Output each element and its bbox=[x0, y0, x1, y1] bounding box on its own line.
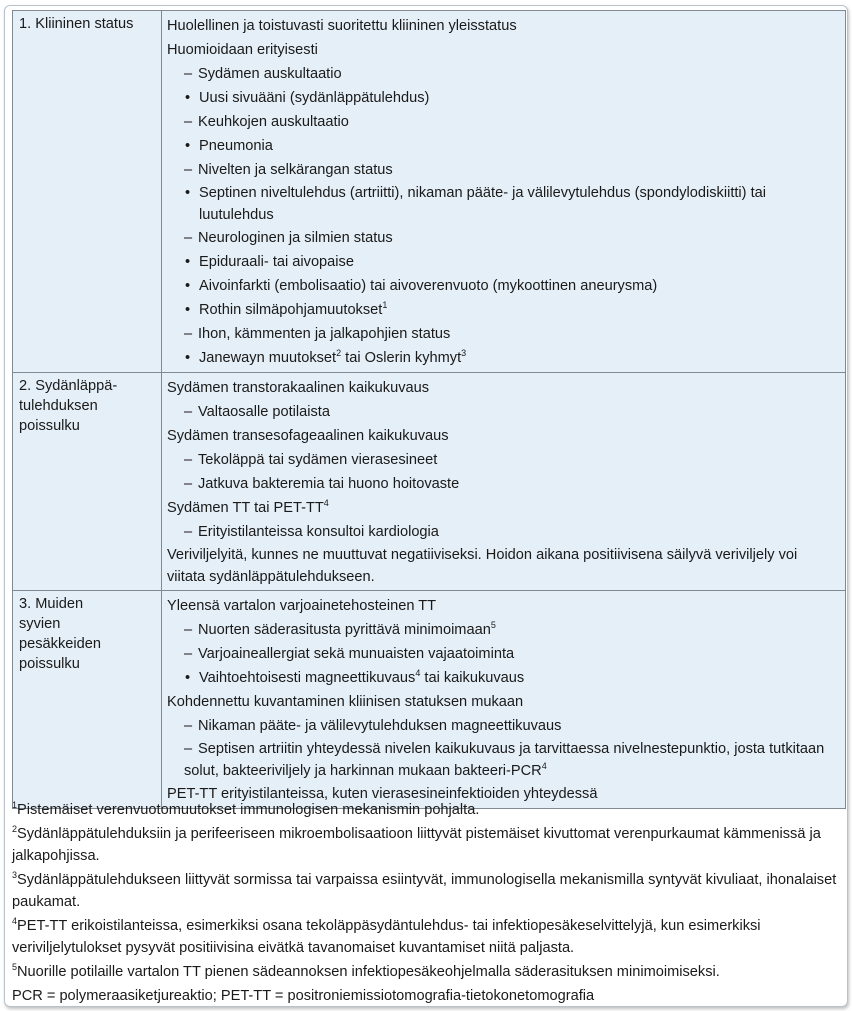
item-text: Sydämen auskultaatio bbox=[198, 66, 342, 82]
row-content bbox=[162, 591, 846, 809]
item-text: Neurologinen ja silmien status bbox=[198, 230, 393, 246]
footnote-ref: 4 bbox=[415, 668, 421, 679]
row-label-line: syvien bbox=[19, 616, 61, 632]
bullet-item bbox=[167, 274, 839, 298]
item-text: Septinen niveltulehdus (artriitti), nikaman pääte- ja välilevytulehdus (spondylodiskiitti) tai luutulehdus bbox=[199, 185, 767, 223]
row-label-line: 1. Kliininen status bbox=[19, 16, 134, 32]
content-heading bbox=[167, 544, 839, 588]
dash-item bbox=[167, 714, 839, 738]
row-label bbox=[13, 373, 162, 591]
item-text: Nikaman pääte- ja välilevytulehduksen magneettikuvaus bbox=[198, 718, 562, 734]
bullet-item bbox=[167, 182, 839, 226]
item-text: Pneumonia bbox=[199, 138, 273, 154]
row-label-line: pesäkkeiden bbox=[19, 636, 101, 652]
dash-marker: – bbox=[184, 452, 193, 468]
footnote-ref: 5 bbox=[490, 620, 496, 631]
footnote-number: 3 bbox=[12, 870, 18, 881]
dash-marker: – bbox=[184, 524, 193, 540]
item-text: Nuorten säderasitusta pyrittävä minimoimaan bbox=[198, 622, 491, 638]
footnote bbox=[12, 961, 846, 983]
footnote-text: PET-TT erikoistilanteissa, esimerkiksi osana tekoläppäsydäntulehdus- tai infektiopesäkeselvittelyjä, kun esimerkiksi veriviljelytulokset pysyvät positiivisina eivätkä tavanomaiset kuvantamiset niitä paljasta. bbox=[12, 918, 761, 956]
table-row bbox=[13, 591, 846, 809]
row-label-line: 2. Sydänläppä- bbox=[19, 378, 118, 394]
row-content bbox=[162, 11, 846, 373]
dash-item bbox=[167, 472, 839, 496]
item-text: Septisen artriitin yhteydessä nivelen kaikukuvaus ja tarvittaessa nivelnestepunktio, josta tutkitaan solut, bakteeriviljely ja harkinnan mukaan bakteeri-PCR bbox=[184, 741, 825, 779]
dash-marker: – bbox=[184, 741, 193, 757]
table-frame bbox=[4, 5, 848, 1007]
footnote-number: 4 bbox=[12, 916, 18, 927]
item-text: Valtaosalle potilaista bbox=[198, 404, 330, 420]
footnote-ref: 1 bbox=[382, 300, 388, 311]
footnote-text: Sydänläppätulehduksiin ja perifeeriseen mikroembolisaatioon liittyvät pistemäiset kivuttomat verenpurkaumat kämmenissä ja jalkapohjissa. bbox=[12, 826, 821, 864]
footnote-ref: 4 bbox=[541, 761, 547, 772]
dash-item bbox=[167, 158, 839, 182]
dash-item bbox=[167, 642, 839, 666]
table-row bbox=[13, 11, 846, 373]
footnote bbox=[12, 823, 846, 867]
dash-item bbox=[167, 322, 839, 346]
content-heading bbox=[167, 424, 839, 448]
item-text: Veriviljelyitä, kunnes ne muuttuvat negatiiviseksi. Hoidon aikana positiivisena säilyvä veriviljely voi viitata sydänläppätulehdukseen. bbox=[167, 547, 798, 585]
item-text: Huolellinen ja toistuvasti suoritettu kliininen yleisstatus bbox=[167, 18, 517, 34]
item-text: Sydämen transesofageaalinen kaikukuvaus bbox=[167, 428, 449, 444]
dash-item bbox=[167, 520, 839, 544]
item-text: Keuhkojen auskultaatio bbox=[198, 114, 349, 130]
bullet-item bbox=[167, 86, 839, 110]
footnote-ref: 4 bbox=[323, 498, 329, 509]
content-heading bbox=[167, 594, 839, 618]
table-row bbox=[13, 373, 846, 591]
dash-item bbox=[167, 400, 839, 424]
dash-marker: – bbox=[184, 404, 193, 420]
footnotes bbox=[12, 799, 846, 1007]
dash-marker: – bbox=[184, 230, 193, 246]
footnote-number: 1 bbox=[12, 800, 18, 811]
item-text: Nivelten ja selkärangan status bbox=[198, 162, 393, 178]
dash-marker: – bbox=[184, 114, 193, 130]
item-text: Jatkuva bakteremia tai huono hoitovaste bbox=[198, 476, 460, 492]
item-text: Tekoläppä tai sydämen vierasesineet bbox=[198, 452, 438, 468]
content-heading bbox=[167, 690, 839, 714]
row-label bbox=[13, 591, 162, 809]
row-label-line: poissulku bbox=[19, 656, 80, 672]
item-text: PET-TT erityistilanteissa, kuten vierasesineinfektioiden yhteydessä bbox=[167, 786, 598, 802]
content-heading bbox=[167, 496, 839, 520]
content-heading bbox=[167, 14, 839, 38]
dash-marker: – bbox=[184, 326, 193, 342]
item-text: tai kaikukuvaus bbox=[420, 670, 525, 686]
footnote-number: 5 bbox=[12, 962, 18, 973]
footnote bbox=[12, 799, 846, 821]
item-text: Kohdennettu kuvantaminen kliinisen statuksen mukaan bbox=[167, 694, 524, 710]
item-text: Ihon, kämmenten ja jalkapohjien status bbox=[198, 326, 451, 342]
footnote bbox=[12, 915, 846, 959]
dash-marker: – bbox=[184, 162, 193, 178]
item-text: Uusi sivuääni (sydänläppätulehdus) bbox=[199, 90, 430, 106]
footnote-number: 2 bbox=[12, 824, 18, 835]
row-label-line: poissulku bbox=[19, 418, 80, 434]
footnote-ref: 2 bbox=[336, 348, 342, 359]
content-heading bbox=[167, 38, 839, 62]
row-label-line: 3. Muiden bbox=[19, 596, 84, 612]
dash-marker: – bbox=[184, 622, 193, 638]
dash-item bbox=[167, 618, 839, 642]
item-text: Erityistilanteissa konsultoi kardiologia bbox=[198, 524, 439, 540]
dash-marker: – bbox=[184, 476, 193, 492]
item-text: Sydämen TT tai PET-TT bbox=[167, 500, 324, 516]
row-label-line: tulehduksen bbox=[19, 398, 98, 414]
bullet-item bbox=[167, 134, 839, 158]
item-text: Varjoaineallergiat sekä munuaisten vajaatoiminta bbox=[198, 646, 515, 662]
item-text: tai Oslerin kyhmyt bbox=[341, 350, 462, 366]
bullet-item bbox=[167, 346, 839, 370]
dash-marker: – bbox=[184, 646, 193, 662]
bullet-item bbox=[167, 250, 839, 274]
item-text: Huomioidaan erityisesti bbox=[167, 42, 318, 58]
footnote-text: Sydänläppätulehdukseen liittyvät sormissa tai varpaissa esiintyvät, immunologisella mekanismilla syntyvät kivuliaat, ihonalaiset paukamat. bbox=[12, 872, 837, 910]
footnote bbox=[12, 869, 846, 913]
bullet-item bbox=[167, 666, 839, 690]
footnote-text: Pistemäiset verenvuotomuutokset immunologisen mekanismin pohjalta. bbox=[17, 802, 480, 818]
dash-marker: – bbox=[184, 718, 193, 734]
clinical-status-table bbox=[12, 10, 846, 809]
footnote-text: Nuorille potilaille vartalon TT pienen sädeannoksen infektiopesäkeohjelmalla säderasituksen minimoimiseksi. bbox=[17, 964, 720, 980]
dash-item bbox=[167, 110, 839, 134]
dash-item bbox=[167, 448, 839, 472]
item-text: Aivoinfarkti (embolisaatio) tai aivoverenvuoto (mykoottinen aneurysma) bbox=[199, 278, 658, 294]
dash-marker: – bbox=[184, 66, 193, 82]
item-text: Epiduraali- tai aivopaise bbox=[199, 254, 354, 270]
dash-item bbox=[167, 62, 839, 86]
item-text: Sydämen transtorakaalinen kaikukuvaus bbox=[167, 380, 430, 396]
content-heading bbox=[167, 376, 839, 400]
item-text: Rothin silmäpohjamuutokset bbox=[199, 302, 383, 318]
dash-item bbox=[167, 738, 839, 782]
abbreviations: PCR = polymeraasiketjureaktio; PET-TT = positroniemissiotomografia-tietokonetomografia bbox=[12, 988, 595, 1004]
bullet-item bbox=[167, 298, 839, 322]
dash-item bbox=[167, 226, 839, 250]
item-text: Janewayn muutokset bbox=[199, 350, 337, 366]
row-label bbox=[13, 11, 162, 373]
item-text: Yleensä vartalon varjoainetehosteinen TT bbox=[167, 598, 437, 614]
footnote-ref: 3 bbox=[461, 348, 467, 359]
item-text: Vaihtoehtoisesti magneettikuvaus bbox=[199, 670, 416, 686]
row-content bbox=[162, 373, 846, 591]
